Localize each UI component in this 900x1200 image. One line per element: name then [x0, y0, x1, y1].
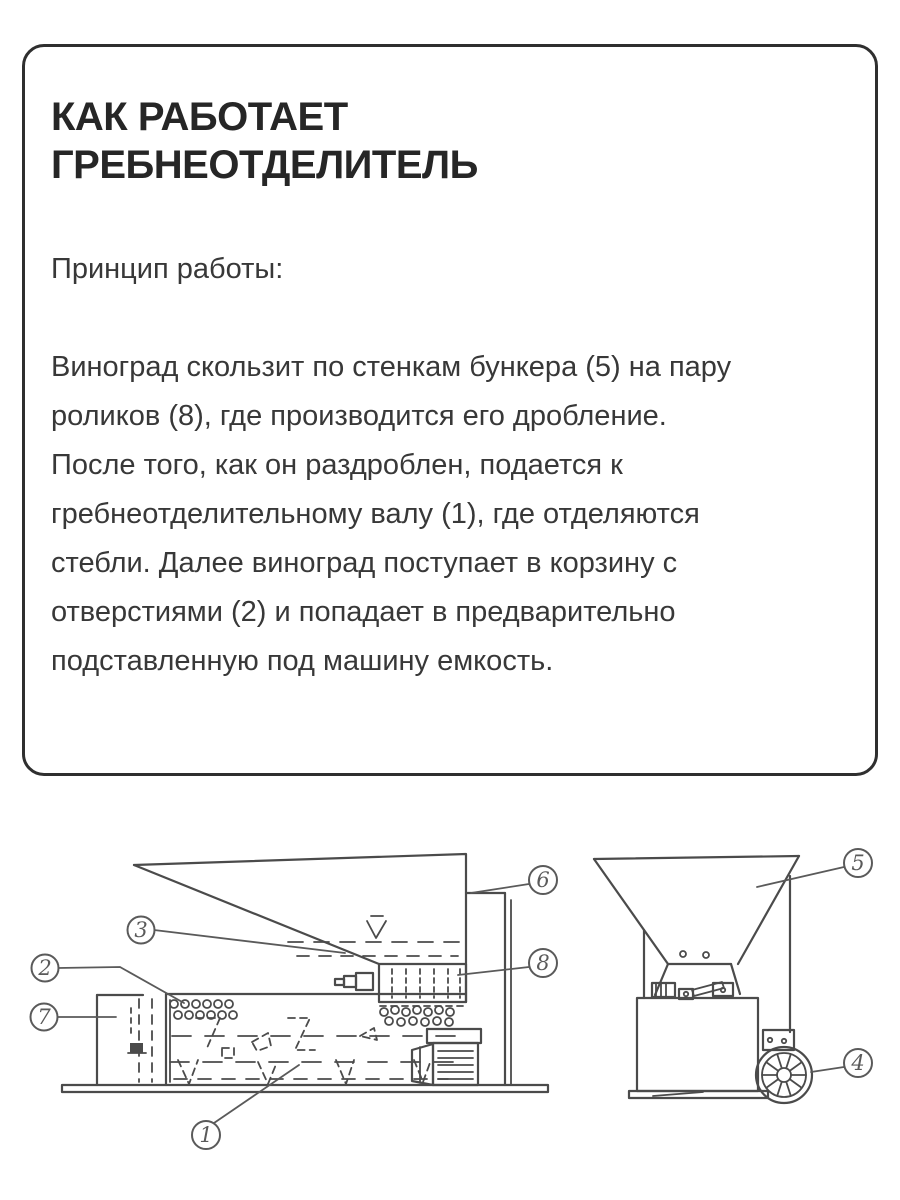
technical-diagram: [0, 820, 900, 1200]
callout-number: 1: [199, 1123, 213, 1147]
callout-number: 4: [851, 1051, 865, 1075]
page-title-line-1: КАК РАБОТАЕТ: [51, 95, 348, 139]
description-line: стебли. Далее виноград поступает в корзину с: [51, 547, 678, 579]
callout-4: [811, 1049, 872, 1077]
description-line: гребнеотделительному валу (1), где отделяются: [51, 498, 700, 530]
description-paragraph: [51, 343, 731, 686]
right-view-drawing: [594, 856, 812, 1103]
description-line: роликов (8), где производится его дробление.: [51, 400, 667, 432]
callout-8: [458, 949, 557, 977]
info-card: [22, 44, 878, 776]
callout-6: [471, 866, 557, 894]
callout-number: 5: [851, 851, 865, 875]
section-label: Принцип работы:: [51, 253, 284, 285]
callout-7: [31, 1004, 117, 1031]
callout-5: [757, 849, 872, 887]
description-line: подставленную под машину емкость.: [51, 645, 554, 677]
callout-number: 6: [536, 868, 550, 892]
callout-number: 2: [38, 956, 52, 980]
callout-number: 8: [536, 951, 550, 975]
callout-number: 7: [37, 1005, 51, 1029]
callout-3: [128, 917, 346, 954]
description-line: Виноград скользит по стенкам бункера (5) на пару: [51, 351, 732, 383]
description-line: После того, как он раздроблен, подается к: [51, 449, 623, 481]
callout-1: [192, 1065, 299, 1149]
page-title-line-2: ГРЕБНЕОТДЕЛИТЕЛЬ: [51, 143, 478, 187]
callout-number: 3: [134, 918, 148, 942]
page-title: [51, 93, 478, 189]
description-line: отверстиями (2) и попадает в предварительно: [51, 596, 676, 628]
